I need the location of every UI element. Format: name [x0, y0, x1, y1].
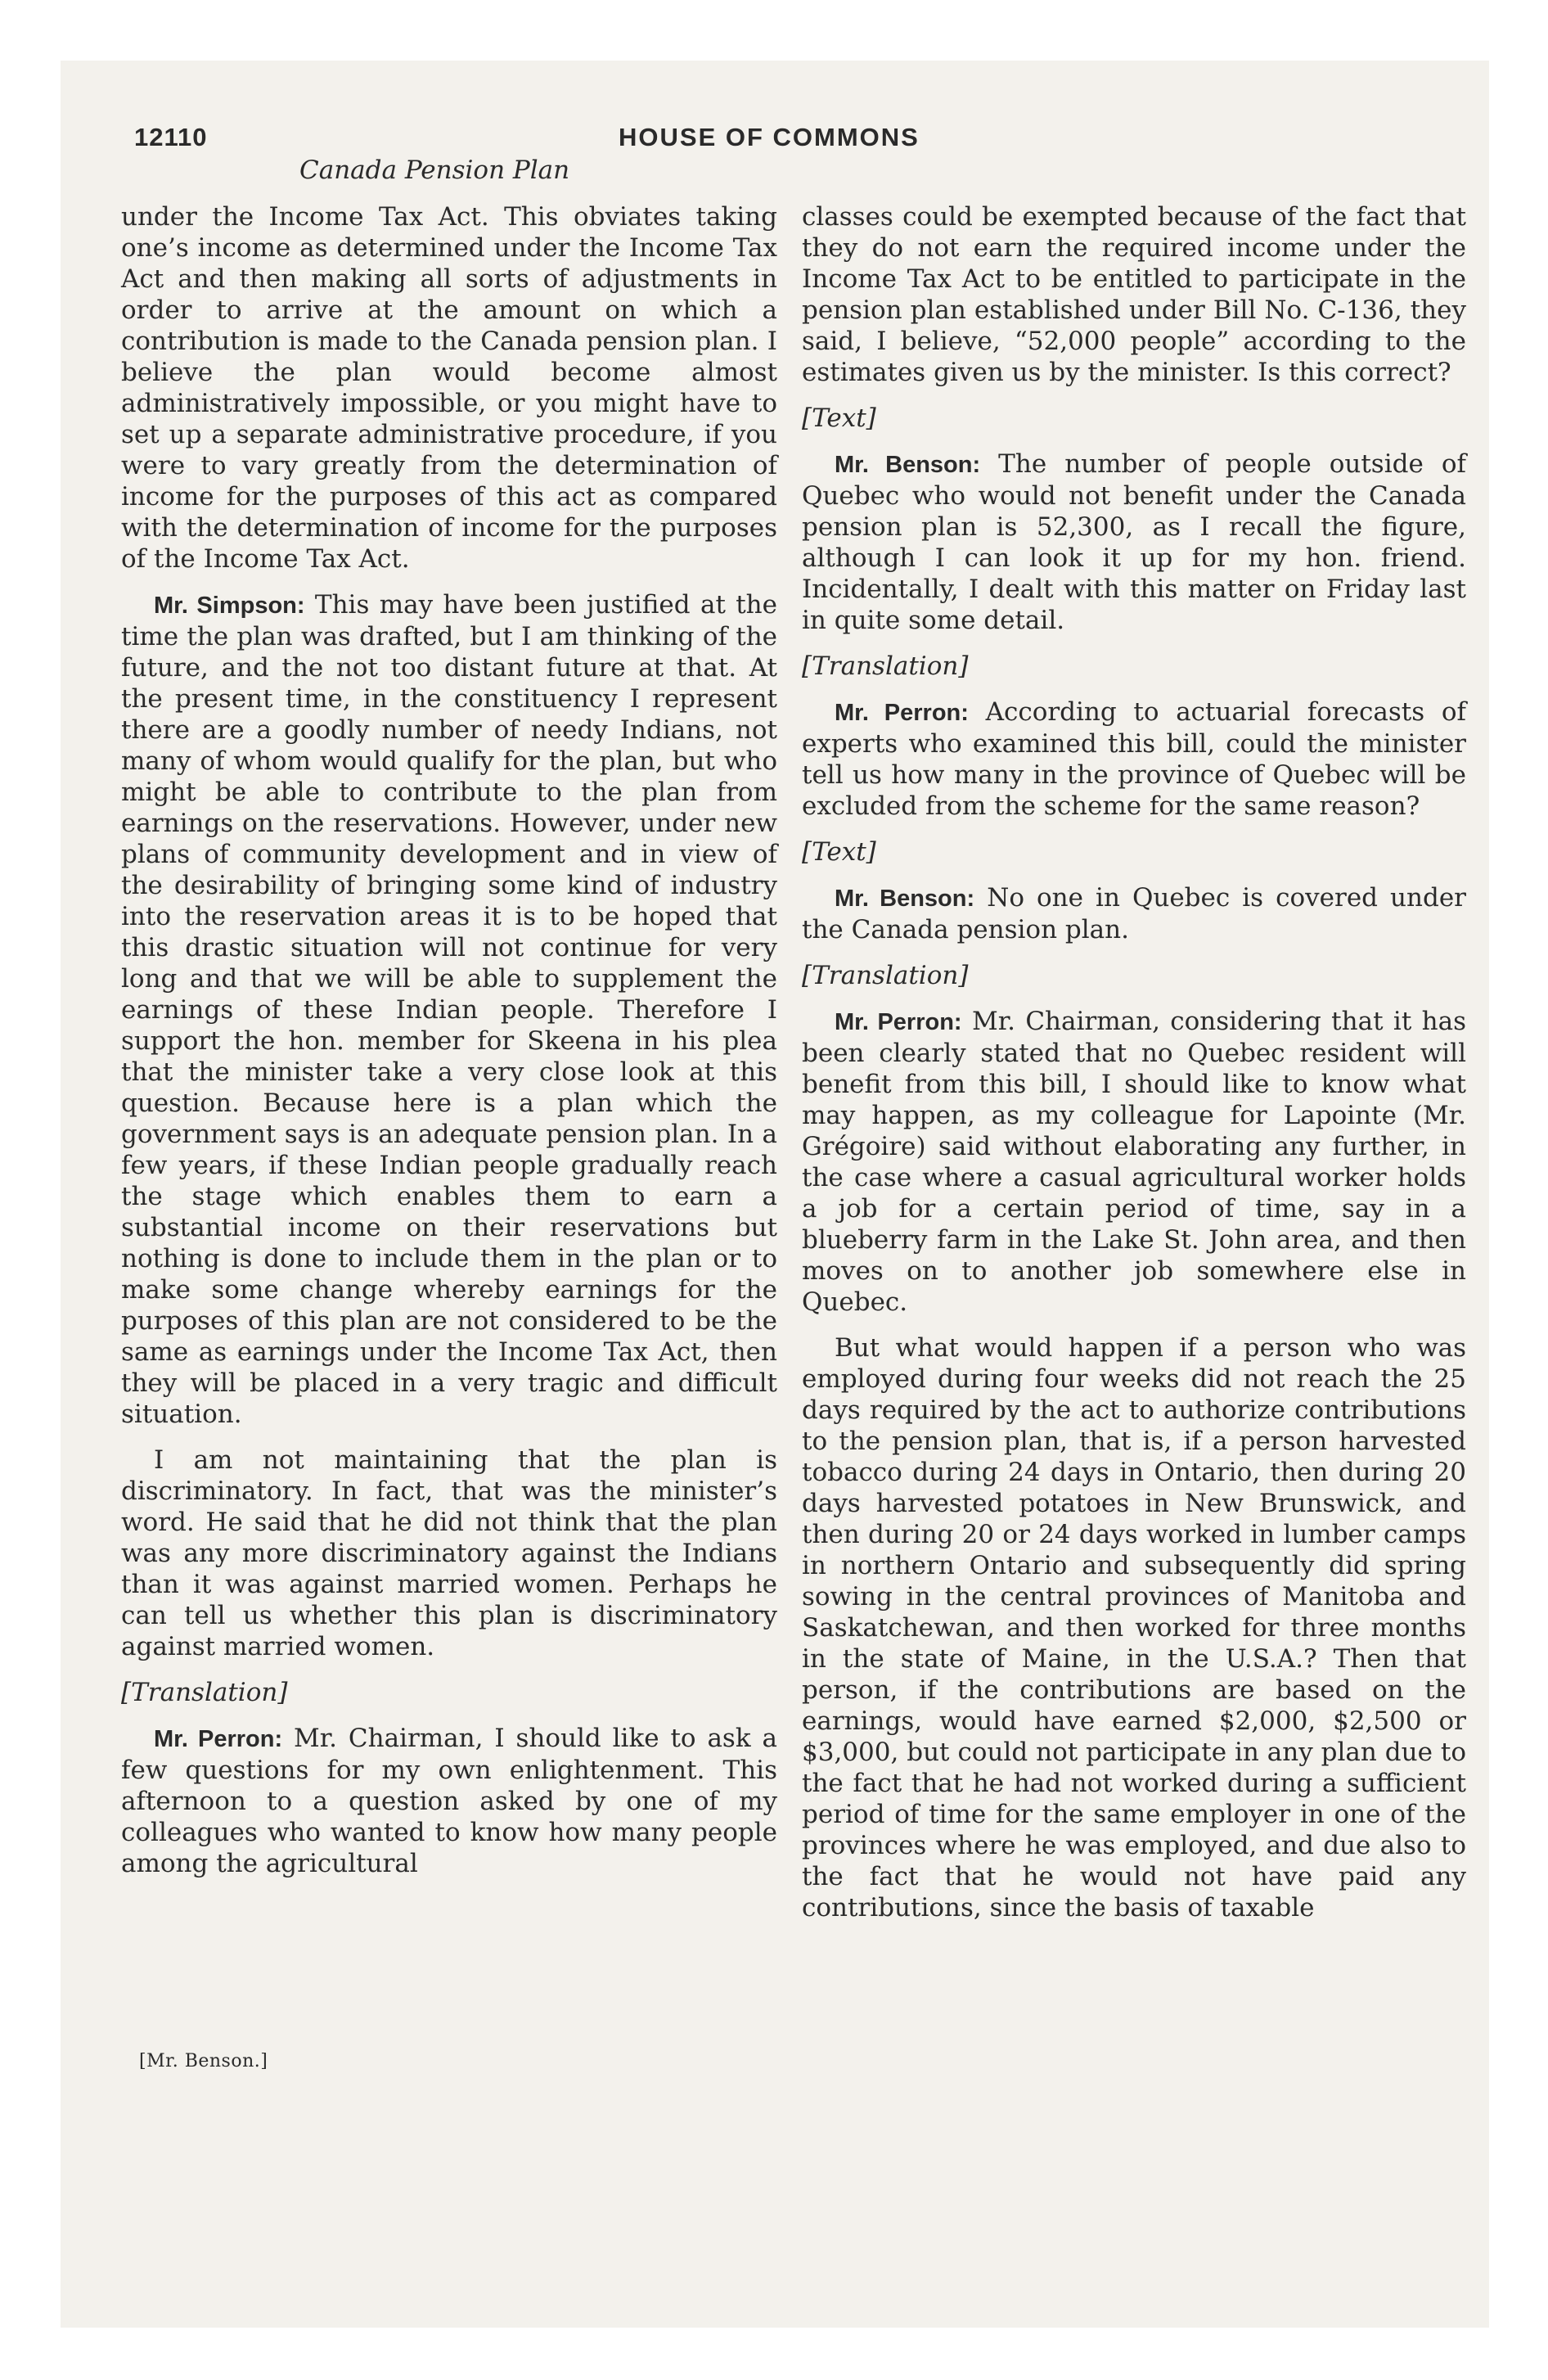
footer-note: [Mr. Benson.] — [139, 2051, 268, 2071]
speech-text: No one in Quebec is covered under the Canada pension plan. — [802, 883, 1466, 944]
paragraph-perron — [802, 1006, 1466, 1318]
right-column — [802, 201, 1466, 1923]
page-number: 12110 — [134, 123, 208, 151]
section-marker: [Translation] — [802, 961, 969, 990]
section-marker: [Text] — [802, 403, 876, 433]
speaker-name: Mr. Perron: — [835, 700, 969, 726]
speech-text: According to actuarial forecasts of experts who examined this bill, could the minister tell us how many in the province of Quebec will be excluded from the scheme for the same reason? — [802, 697, 1466, 821]
speaker-name: Mr. Benson: — [835, 886, 975, 912]
speaker-name: Mr. Perron: — [154, 1726, 283, 1752]
speaker-name: Mr. Benson: — [835, 452, 981, 478]
speech-text: This may have been justified at the time the plan was drafted, but I am thinking of the future, and the not too distant future at that. At the present time, in the constituency I represent there are a goodly number of needy Indians, not many of whom would qualify for the plan, but who might be able to contribute to the plan from earnings on the reservations. However, under new plans of community development and in view of the desirability of bringing some kind of industry into the reservation areas it is to be hoped that this drastic situation will not continue for very long and that we will be able to supplement the earnings of these Indian people. Therefore I support the hon. member for Skeena in his plea that the minister take a very close look at this question. Because here is a plan which the government says is an adequate pension plan. In a few years, if these Indian people gradually reach the stage which enables them to earn a substantial income on their reservations but nothing is done to include them in the plan or to make some change whereby earnings for the purposes of this plan are not considered to be the same as earnings under the Income Tax Act, then they will be placed in a very tragic and difficult situation. — [121, 590, 777, 1429]
paragraph-perron — [802, 696, 1466, 822]
speaker-name: Mr. Perron: — [835, 1009, 962, 1035]
section-marker: [Translation] — [802, 651, 969, 681]
paragraph-perron — [121, 1723, 777, 1879]
paragraph: classes could be exempted because of the fact that they do not earn the required income under the Income Tax Act to be entitled to participate in the pension plan established under Bill No. C-136, they said, I believe, “52,000 people” according to the estimates given us by the minister. Is this correct? — [802, 202, 1466, 387]
speaker-name: Mr. Simpson: — [154, 593, 305, 619]
speech-text: The number of people outside of Quebec who would not benefit under the Canada pension plan is 52,300, as I recall the figure, although I can look it up for my hon. friend. Incidentally, I dealt with this matter on Friday last in quite some detail. — [802, 449, 1466, 635]
paragraph: I am not maintaining that the plan is discriminatory. In fact, that was the minister’s word. He said that he did not think that the plan was any more discriminatory against the Indians than it was against married women. Perhaps he can tell us whether this plan is discriminatory against married women. — [121, 1445, 777, 1661]
paragraph-simpson — [121, 589, 777, 1430]
section-marker: [Text] — [802, 837, 876, 867]
speech-text: Mr. Chairman, I should like to ask a few questions for my own enlightenment. This afternoon to a question asked by one of my colleagues who wanted to know how many people among the agricultural — [121, 1724, 777, 1878]
page-subtitle: Canada Pension Plan — [299, 156, 570, 185]
speech-text: Mr. Chairman, considering that it has been clearly stated that no Quebec resident will benefit from this bill, I should like to know what may happen, as my colleague for Lapointe (Mr. Grégoire) said without elaborating any further, in the case where a casual agricultural worker holds a job for a certain period of time, say in a blueberry farm in the Lake St. John area, and then moves on to another job somewhere else in Quebec. — [802, 1007, 1466, 1317]
paragraph: But what would happen if a person who was employed during four weeks did not reach the 25 days required by the act to authorize contributions to the pension plan, that is, if a person harvested tobacco during 24 days in Ontario, then during 20 days harvested potatoes in New Brunswick, and then during 20 or 24 days worked in lumber camps in northern Ontario and subsequently did spring sowing in the central provinces of Manitoba and Saskatchewan, and then worked for three months in the state of Maine, in the U.S.A.? Then that person, if the contributions are based on the earnings, would have earned $2,000, $2,500 or $3,000, but could not participate in any plan due to the fact that he had not worked during a sufficient period of time for the same employer in one of the provinces where he was employed, and due also to the fact that he would not have paid any contributions, since the basis of taxable — [802, 1333, 1466, 1922]
left-column — [121, 201, 777, 1879]
paragraph-benson — [802, 449, 1466, 636]
section-marker: [Translation] — [121, 1678, 288, 1707]
paragraph-benson — [802, 882, 1466, 945]
paragraph: under the Income Tax Act. This obviates taking one’s income as determined under the Income Tax Act and then making all sorts of adjustments in order to arrive at the amount on which a contribution is made to the Canada pension plan. I believe the plan would become almost administratively impossible, or you might have to set up a separate administrative procedure, if you were to vary greatly from the determination of income for the purposes of this act as compared with the determination of income for the purposes of the Income Tax Act. — [121, 202, 777, 574]
page-header-title: HOUSE OF COMMONS — [619, 123, 920, 151]
